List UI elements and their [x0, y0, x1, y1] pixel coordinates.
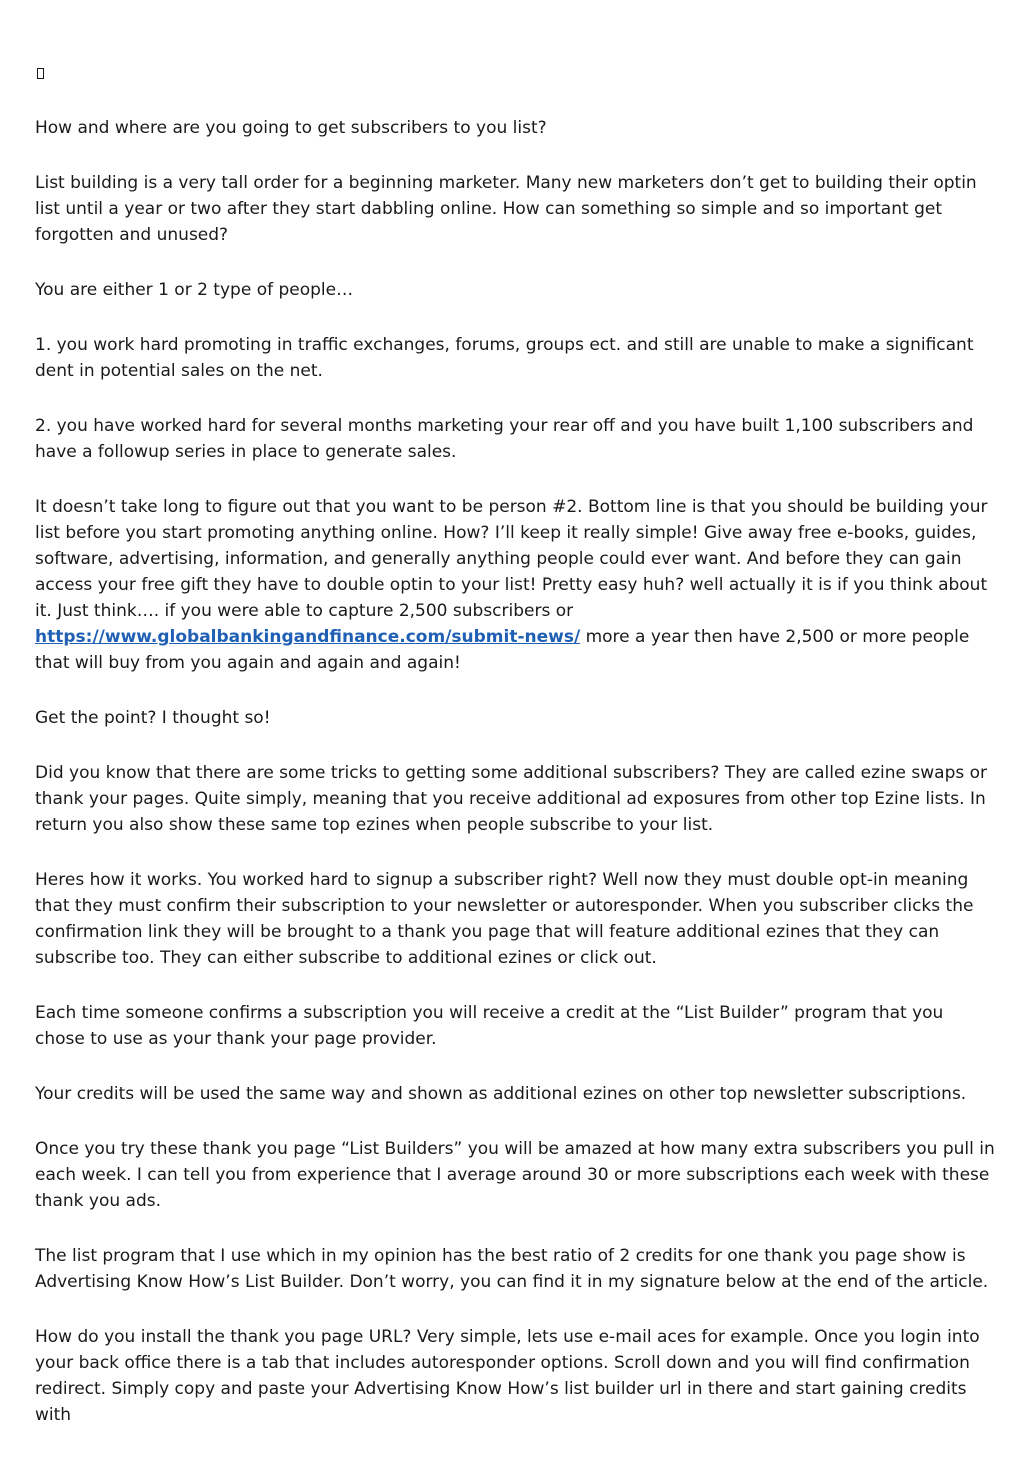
- paragraph-two-types: You are either 1 or 2 type of people…: [35, 280, 354, 300]
- paragraph-get-the-point: Get the point? I thought so!: [35, 708, 271, 728]
- paragraph-person-two: [35, 494, 997, 676]
- paragraph-credits-usage: Your credits will be used the same way and shown as additional ezines on other top newsletter subscriptions.: [35, 1084, 967, 1104]
- submit-news-link[interactable]: https://www.globalbankingandfinance.com/submit-news/: [35, 627, 581, 647]
- paragraph-list-building: List building is a very tall order for a beginning marketer. Many new marketers don’t get to building their optin list until a year or two after they start dabbling online. How can something so simple and so important get forgotten and unused?: [35, 173, 977, 245]
- paragraph-credits: Each time someone confirms a subscription you will receive a credit at the “List Builder” program that you chose to use as your thank your page provider.: [35, 1003, 944, 1049]
- paragraph-person-two-text-a: It doesn’t take long to figure out that you want to be person #2. Bottom line is that you should be building your list before you start promoting anything online. How? I’ll keep it really simple! Give away free e-books, guides, software, advertising, information, and generally anything people could ever want. And before they can gain access your free gift they have to double optin to your list! Pretty easy huh? well actually it is if you think about it. Just think…. if you were able to capture 2,500 subscribers or: [35, 497, 988, 621]
- paragraph-person-two-text-b: more a year then have 2,500 or more people that will buy from you again and again and again!: [35, 627, 970, 673]
- document-body: [35, 60, 997, 1457]
- paragraph-list-program: The list program that I use which in my opinion has the best ratio of 2 credits for one thank you page show is Advertising Know How’s List Builder. Don’t worry, you can find it in my signature below at the end of the article.: [35, 1246, 989, 1292]
- paragraph-ezine-swaps: Did you know that there are some tricks to getting some additional subscribers? They are called ezine swaps or thank your pages. Quite simply, meaning that you receive additional ad exposures from other top Ezine lists. In return you also show these same top ezines when people subscribe to your list.: [35, 763, 988, 835]
- paragraph-list-builders: Once you try these thank you page “List Builders” you will be amazed at how many extra subscribers you pull in each week. I can tell you from experience that I average around 30 or more subscriptions each week with these thank you ads.: [35, 1139, 995, 1211]
- paragraph-type-one: 1. you work hard promoting in traffic exchanges, forums, groups ect. and still are unable to make a significant dent in potential sales on the net.: [35, 335, 974, 381]
- missing-glyph-icon: [37, 68, 44, 79]
- glyph-row: [35, 60, 997, 86]
- paragraph-question: How and where are you going to get subscribers to you list?: [35, 118, 547, 138]
- paragraph-install-url: How do you install the thank you page URL? Very simple, lets use e-mail aces for example. Once you login into your back office there is a tab that includes autoresponder options. Scroll down and you will find confirmation redirect. Simply copy and paste your Advertising Know How’s list builder url in there and start gaining credits with: [35, 1327, 980, 1425]
- paragraph-how-it-works: Heres how it works. You worked hard to signup a subscriber right? Well now they must double opt-in meaning that they must confirm their subscription to your newsletter or autoresponder. When you subscriber clicks the confirmation link they will be brought to a thank you page that will feature additional ezines that they can subscribe too. They can either subscribe to additional ezines or click out.: [35, 870, 974, 968]
- paragraph-type-two: 2. you have worked hard for several months marketing your rear off and you have built 1,100 subscribers and have a followup series in place to generate sales.: [35, 416, 974, 462]
